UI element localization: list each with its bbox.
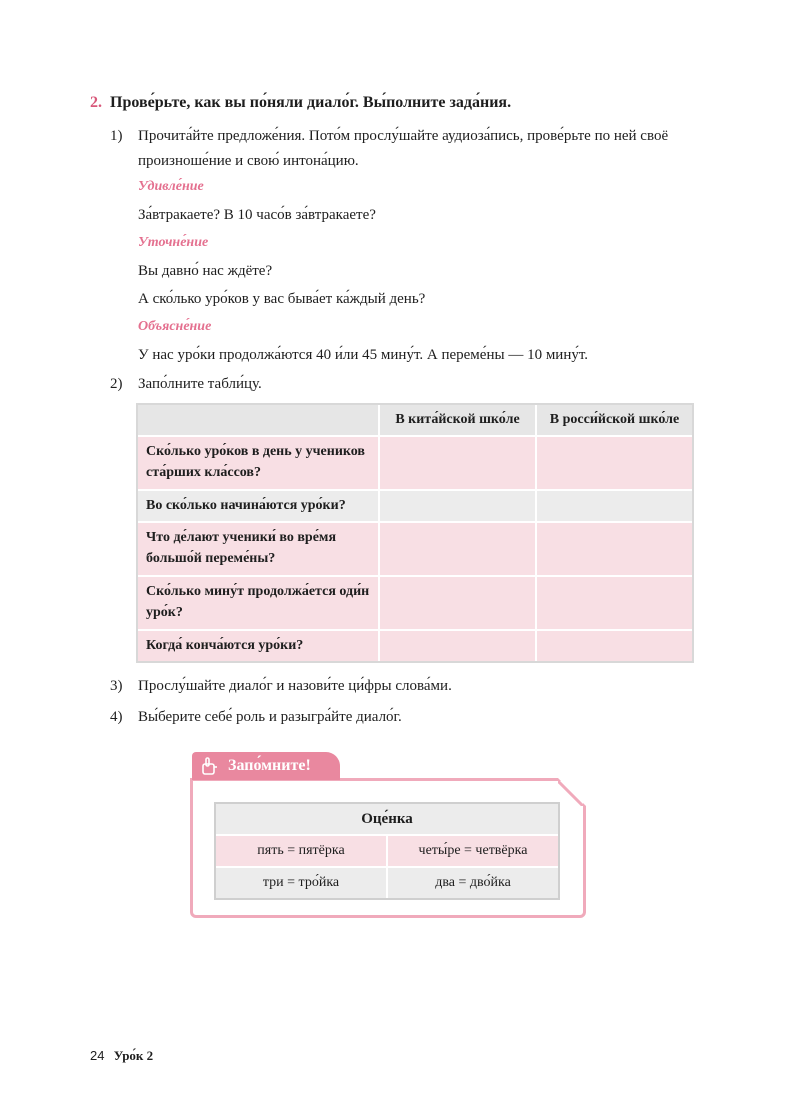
folded-corner-icon [558, 778, 586, 806]
grade-cell: пять = пятёрка [216, 836, 386, 866]
table-question: Ско́лько мину́т продолжа́ется оди́н уро́к? [138, 577, 378, 629]
task-heading [90, 94, 511, 112]
grade-table-title: Оце́нка [216, 804, 558, 836]
answer-cell-russian[interactable] [535, 437, 692, 489]
answer-cell-russian[interactable] [535, 577, 692, 629]
answer-cell-chinese[interactable] [378, 491, 535, 521]
sentence-clarification-2: А ско́лько уро́ков у вас быва́ет ка́ждый день? [138, 291, 426, 307]
sentence-explanation-1: У нас уро́ки продолжа́ются 40 и́ли 45 мину́т. А переме́ны — 10 мину́т. [138, 347, 589, 363]
page-footer [90, 1048, 153, 1064]
task-title: Прове́рьте, как вы по́няли диало́г. Вы́полните зада́ния. [110, 94, 512, 111]
item3-text: Прослу́шайте диало́г и назови́те ци́фры слова́ми. [138, 678, 452, 694]
grade-row [216, 836, 558, 868]
table-question: Когда́ конча́ются уро́ки? [138, 631, 378, 661]
pointing-hand-icon [200, 756, 220, 776]
item3-number: 3) [110, 678, 123, 694]
answer-cell-russian[interactable] [535, 631, 692, 661]
sentence-surprise-1: За́втракаете? В 10 часо́в за́втракаете? [138, 207, 376, 223]
label-explanation: Объясне́ние [138, 319, 212, 334]
answer-cell-chinese[interactable] [378, 437, 535, 489]
answer-cell-russian[interactable] [535, 491, 692, 521]
grade-cell: четы́ре = четвёрка [386, 836, 558, 866]
answer-cell-chinese[interactable] [378, 577, 535, 629]
grade-cell: два = дво́йка [386, 868, 558, 898]
label-clarification: Уточне́ние [138, 235, 209, 250]
grade-cell: три = тро́йка [216, 868, 386, 898]
table-row [138, 631, 692, 661]
item2-text: Запо́лните табли́цу. [138, 376, 262, 392]
table-row [138, 577, 692, 631]
table-header-chinese-school: В кита́йской шко́ле [378, 405, 535, 435]
table-row [138, 437, 692, 491]
table-question: Ско́лько уро́ков в день у учеников ста́рших кла́ссов? [138, 437, 378, 489]
sentence-clarification-1: Вы давно́ нас ждёте? [138, 263, 273, 279]
remember-tab [192, 752, 340, 780]
table-row [138, 491, 692, 523]
page-number: 24 [90, 1048, 105, 1063]
answer-cell-chinese[interactable] [378, 631, 535, 661]
table-question: Что де́лают ученики́ во вре́мя большо́й переме́ны? [138, 523, 378, 575]
lesson-label: Уро́к 2 [113, 1048, 154, 1063]
answer-cell-russian[interactable] [535, 523, 692, 575]
table-header-russian-school: В росси́йской шко́ле [535, 405, 692, 435]
table-row [138, 523, 692, 577]
grade-row [216, 868, 558, 898]
answer-cell-chinese[interactable] [378, 523, 535, 575]
table-question: Во ско́лько начина́ются уро́ки? [138, 491, 378, 521]
label-surprise: Удивле́ние [138, 179, 204, 194]
remember-tab-label: Запо́мните! [228, 757, 311, 774]
fill-in-table [136, 403, 694, 663]
table-header-empty [138, 405, 378, 435]
table-header-row [138, 405, 692, 437]
item1-text-line1: Прочита́йте предложе́ния. Пото́м прослу́шайте аудиоза́пись, прове́рьте по ней своё [138, 128, 669, 144]
item1-number: 1) [110, 128, 123, 144]
item4-text: Вы́берите себе́ роль и разыгра́йте диало́г. [138, 709, 402, 725]
item4-number: 4) [110, 709, 123, 725]
grade-table [214, 802, 560, 900]
task-number: 2. [90, 94, 102, 111]
item2-number: 2) [110, 376, 123, 392]
item1-text-line2: произноше́ние и свою́ интона́цию. [138, 153, 359, 169]
